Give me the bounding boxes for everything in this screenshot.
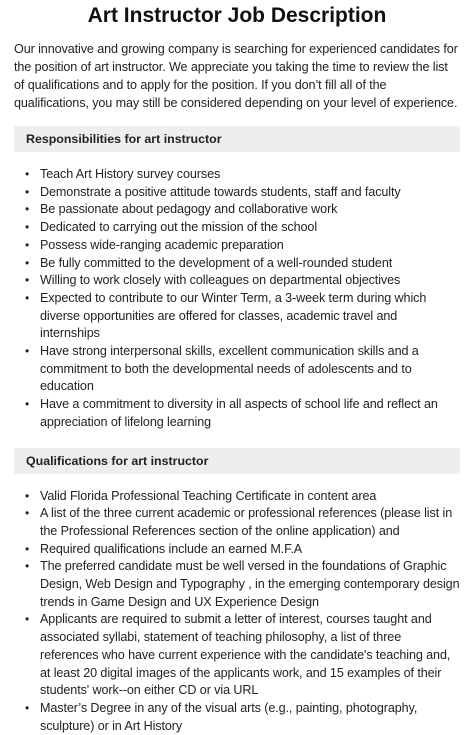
list-item [24, 505, 460, 540]
list-item-text: Required qualifications include an earned M.F.A [40, 541, 303, 556]
list-item [24, 166, 460, 184]
page-title: Art Instructor Job Description [87, 4, 387, 27]
list-item-text: Master’s Degree in any of the visual arts (e.g., painting, photography, sculpture) or in Art History [40, 700, 418, 733]
list-item-text: Valid Florida Professional Teaching Certificate in content area [40, 488, 377, 503]
bullet-icon: • [25, 273, 30, 288]
intro-paragraph: Our innovative and growing company is searching for experienced candidates for the position of art instructor. We appreciate you taking the time to review the list of qualifications and to apply for the position. If you don’t fill all of the qualifications, you may still be considered depending on your level of experience. [14, 42, 458, 110]
bullet-icon: • [25, 237, 30, 252]
list-item [24, 255, 460, 273]
list-item [24, 611, 460, 700]
list-item-text: Teach Art History survey courses [40, 167, 221, 181]
list-item [24, 541, 460, 559]
list-item [24, 343, 460, 396]
bullet-icon: • [25, 700, 30, 715]
bullet-icon: • [25, 506, 30, 521]
bullet-icon: • [25, 202, 30, 217]
list-item-text: Possess wide-ranging academic preparation [40, 237, 284, 252]
list-item [24, 201, 460, 219]
bullet-icon: • [25, 255, 30, 270]
responsibilities-heading: Responsibilities for art instructor [14, 126, 460, 152]
list-item [24, 237, 460, 255]
list-item-text: Be passionate about pedagogy and collaborative work [40, 202, 338, 217]
list-item-text: The preferred candidate must be well versed in the foundations of Graphic Design, Web Design and Typography , in the emerging contemporary design trends in Game Design and UX Experience Design [40, 559, 460, 609]
bullet-icon: • [25, 290, 30, 305]
bullet-icon: • [25, 488, 30, 503]
bullet-icon: • [25, 220, 30, 235]
list-item [24, 488, 460, 506]
list-item [24, 272, 460, 290]
bullet-icon: • [25, 612, 30, 627]
list-item-text: Willing to work closely with colleagues on departmental objectives [40, 273, 401, 288]
list-item-text: Have a commitment to diversity in all aspects of school life and reflect an appreciation of lifelong learning [40, 397, 438, 429]
bullet-icon: • [25, 397, 30, 412]
list-item [24, 396, 460, 431]
bullet-icon: • [25, 559, 30, 574]
list-item [24, 219, 460, 237]
bullet-icon: • [25, 344, 30, 359]
bullet-icon: • [25, 167, 30, 181]
list-item-text: Be fully committed to the development of a well-rounded student [40, 255, 393, 270]
list-item [24, 558, 460, 611]
list-item-text: A list of the three current academic or professional references (please list in the Professional References section of the online application) and [40, 506, 453, 538]
qualifications-list [14, 488, 460, 735]
list-item-text: Dedicated to carrying out the mission of the school [40, 220, 318, 235]
list-item-text: Have strong interpersonal skills, excellent communication skills and a commitment to both the developmental needs of adolescents and to education [40, 344, 419, 394]
responsibilities-list [14, 166, 460, 432]
list-item [24, 290, 460, 343]
bullet-icon: • [25, 541, 30, 556]
list-item [24, 700, 460, 735]
list-item-text: Expected to contribute to our Winter Term, a 3-week term during which diverse opportunities are offered for classes, academic travel and internships [40, 290, 427, 341]
list-item [24, 184, 460, 202]
bullet-icon: • [25, 184, 30, 199]
list-item-text: Demonstrate a positive attitude towards students, staff and faculty [40, 184, 401, 199]
qualifications-heading: Qualifications for art instructor [14, 448, 460, 474]
list-item-text: Applicants are required to submit a letter of interest, courses taught and associated syllabi, statement of teaching philosophy, a list of three references who have current experience with the candidate's teaching and, at least 20 digital images of the applicants work, and 15 examples of their students' work--on either CD or via URL [40, 612, 451, 698]
